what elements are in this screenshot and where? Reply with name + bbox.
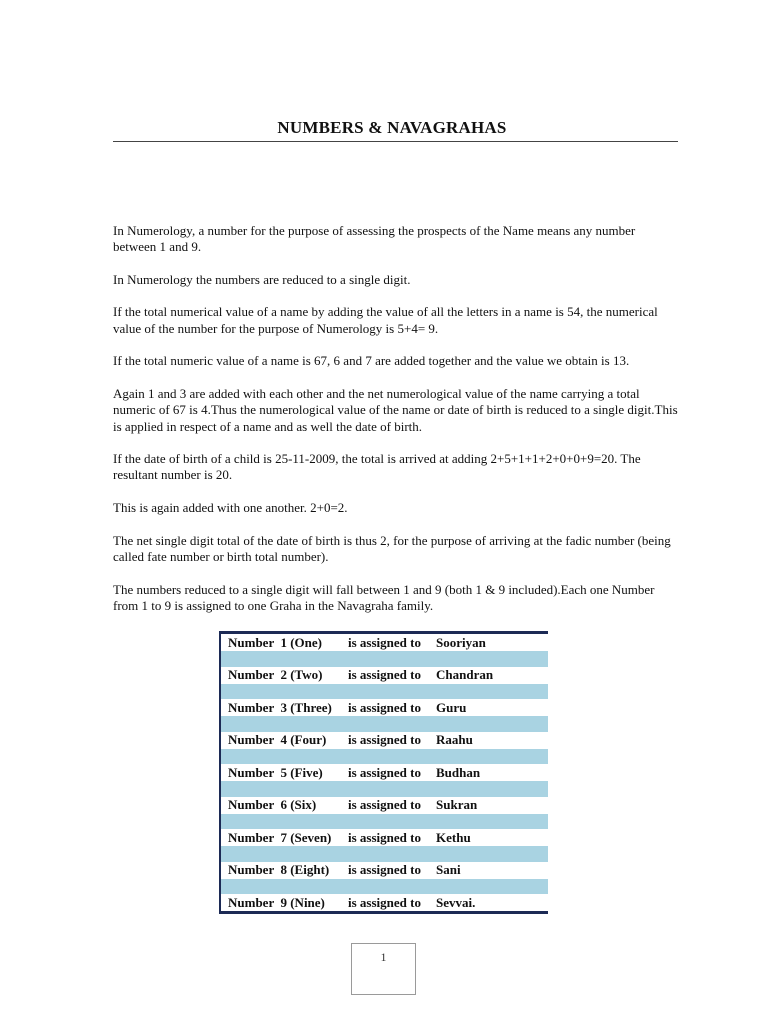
assigned-cell: is assigned to xyxy=(348,634,421,650)
number-cell: Number 4 (Four) xyxy=(228,732,327,747)
assigned-cell: is assigned to xyxy=(348,764,421,780)
number-cell: Number 6 (Six) xyxy=(228,797,317,812)
number-cell: Number 9 (Nine) xyxy=(228,894,325,910)
table-row xyxy=(221,829,548,846)
page-title: NUMBERS & NAVAGRAHAS xyxy=(277,118,507,137)
assigned-cell: is assigned to xyxy=(348,699,421,715)
number-cell: Number 5 (Five) xyxy=(228,764,323,780)
assigned-cell: is assigned to xyxy=(348,797,421,812)
assigned-cell: is assigned to xyxy=(348,732,421,747)
table-row xyxy=(221,699,548,716)
table-row xyxy=(221,862,548,879)
title-underline xyxy=(113,141,678,142)
assigned-cell: is assigned to xyxy=(348,862,421,877)
table-stripe xyxy=(221,879,548,895)
paragraph: This is again added with one another. 2+0=2. xyxy=(113,500,348,516)
paragraph: The net single digit total of the date of birth is thus 2, for the purpose of arriving at the fadic number (being called fate number or birth total number). xyxy=(113,532,671,564)
number-cell: Number 1 (One) xyxy=(228,634,323,650)
table-stripe xyxy=(221,846,548,862)
page-number: 1 xyxy=(351,943,416,995)
paragraph: In Numerology the numbers are reduced to a single digit. xyxy=(113,271,411,287)
table-row xyxy=(221,732,548,749)
number-cell: Number 3 (Three) xyxy=(228,699,332,715)
paragraph: Again 1 and 3 are added with each other and the net numerological value of the name carrying a total numeric of 67 is 4.Thus the numerological value of the name or date of birth is reduced to a single digit.This is applied in respect of a name and as well the date of birth. xyxy=(113,385,678,434)
table-row xyxy=(221,667,548,684)
graha-cell: Kethu xyxy=(436,829,471,845)
paragraph: The numbers reduced to a single digit will fall between 1 and 9 (both 1 & 9 included).Each one Number from 1 to 9 is assigned to one Graha in the Navagraha family. xyxy=(113,581,655,613)
table-stripe xyxy=(221,651,548,667)
table-stripe xyxy=(221,781,548,797)
assigned-cell: is assigned to xyxy=(348,667,421,682)
graha-cell: Sooriyan xyxy=(436,634,486,650)
graha-cell: Raahu xyxy=(436,732,473,747)
table-stripe xyxy=(221,716,548,732)
paragraph: If the total numerical value of a name by adding the value of all the letters in a name is 54, the numerical value of the number for the purpose of Numerology is 5+4= 9. xyxy=(113,304,658,336)
number-cell: Number 7 (Seven) xyxy=(228,829,332,845)
table-row xyxy=(221,797,548,814)
assigned-cell: is assigned to xyxy=(348,829,421,845)
paragraph: If the date of birth of a child is 25-11-2009, the total is arrived at adding 2+5+1+1+2+0+0+9=20. The resultant number is 20. xyxy=(113,451,641,483)
table-row xyxy=(221,634,548,651)
graha-cell: Guru xyxy=(436,699,467,715)
paragraph: In Numerology, a number for the purpose of assessing the prospects of the Name means any number between 1 and 9. xyxy=(113,223,636,255)
navagraha-table xyxy=(219,631,548,914)
graha-cell: Sukran xyxy=(436,797,478,812)
table-row xyxy=(221,764,548,781)
body-text xyxy=(113,223,679,630)
graha-cell: Sevvai. xyxy=(436,894,476,910)
table-row xyxy=(221,894,548,911)
table-stripe xyxy=(221,684,548,700)
paragraph: If the total numeric value of a name is 67, 6 and 7 are added together and the value we obtain is 13. xyxy=(113,353,630,369)
assigned-cell: is assigned to xyxy=(348,894,421,910)
number-cell: Number 8 (Eight) xyxy=(228,862,330,877)
table-stripe xyxy=(221,814,548,830)
table-stripe xyxy=(221,749,548,765)
graha-cell: Chandran xyxy=(436,667,494,682)
graha-cell: Budhan xyxy=(436,764,481,780)
graha-cell: Sani xyxy=(436,862,461,877)
number-cell: Number 2 (Two) xyxy=(228,667,323,682)
